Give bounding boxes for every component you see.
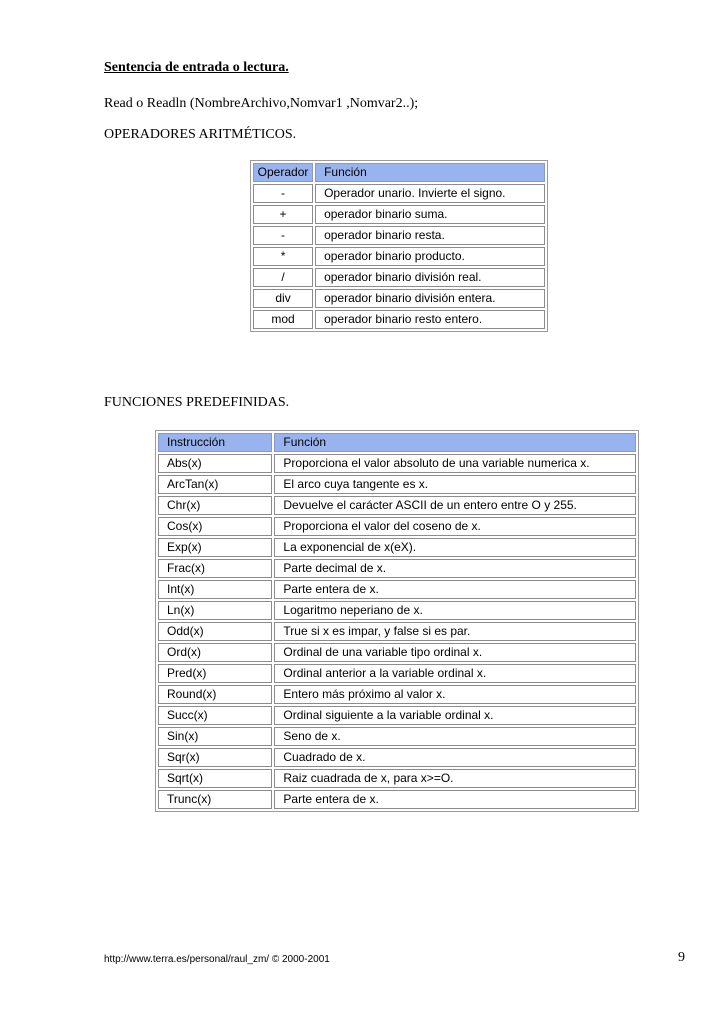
table-row [158,475,636,494]
operator-name-cell: / [253,268,313,287]
table-row [253,310,545,329]
function-description-cell: Parte entera de x. [274,790,636,809]
functions-table [155,430,639,812]
table-row [253,184,545,203]
function-header-row [158,433,636,452]
function-name-cell: Sin(x) [158,727,272,746]
function-description-cell: Logaritmo neperiano de x. [274,601,636,620]
section-heading-operators: OPERADORES ARITMÉTICOS. [104,127,297,142]
table-row [158,622,636,641]
operator-description-cell: operador binario resto entero. [315,310,545,329]
function-description-cell: Entero más próximo al valor x. [274,685,636,704]
function-name-cell: Trunc(x) [158,790,272,809]
table-row [158,685,636,704]
function-name-cell: Int(x) [158,580,272,599]
footer-url: http://www.terra.es/personal/raul_zm/ © 2000-2001 [104,954,330,965]
function-description-cell: Devuelve el carácter ASCII de un entero entre O y 255. [274,496,636,515]
table-row [158,517,636,536]
table-row [158,601,636,620]
operators-table [250,160,548,332]
column-header: Instrucción [158,433,272,452]
function-name-cell: Sqr(x) [158,748,272,767]
function-description-cell: Proporciona el valor del coseno de x. [274,517,636,536]
function-name-cell: Pred(x) [158,664,272,683]
table-row [158,496,636,515]
section-heading-functions: FUNCIONES PREDEFINIDAS. [104,395,290,410]
operator-name-cell: - [253,226,313,245]
section-heading-input: Sentencia de entrada o lectura. [104,60,289,75]
operator-name-cell: mod [253,310,313,329]
operator-description-cell: operador binario división real. [315,268,545,287]
function-name-cell: Chr(x) [158,496,272,515]
operator-description-cell: operador binario resta. [315,226,545,245]
page-number: 9 [678,950,685,965]
table-row [158,664,636,683]
function-name-cell: Round(x) [158,685,272,704]
table-row [253,247,545,266]
table-row [253,289,545,308]
function-description-cell: Seno de x. [274,727,636,746]
column-header: Función [274,433,636,452]
function-name-cell: Sqrt(x) [158,769,272,788]
table-row [158,580,636,599]
table-row [158,748,636,767]
function-name-cell: Abs(x) [158,454,272,473]
column-header: Función [315,163,545,182]
table-row [158,643,636,662]
column-header: Operador [253,163,313,182]
table-row [253,268,545,287]
operator-description-cell: operador binario división entera. [315,289,545,308]
operator-header-row [253,163,545,182]
operator-description-cell: operador binario suma. [315,205,545,224]
function-description-cell: Raiz cuadrada de x, para x>=O. [274,769,636,788]
function-name-cell: Succ(x) [158,706,272,725]
function-description-cell: El arco cuya tangente es x. [274,475,636,494]
function-name-cell: Ln(x) [158,601,272,620]
function-description-cell: Ordinal anterior a la variable ordinal x. [274,664,636,683]
function-name-cell: ArcTan(x) [158,475,272,494]
table-row [158,790,636,809]
operator-name-cell: - [253,184,313,203]
operator-description-cell: operador binario producto. [315,247,545,266]
table-row [158,454,636,473]
table-row [158,559,636,578]
function-name-cell: Exp(x) [158,538,272,557]
function-description-cell: Ordinal de una variable tipo ordinal x. [274,643,636,662]
operator-name-cell: + [253,205,313,224]
function-description-cell: Ordinal siguiente a la variable ordinal x. [274,706,636,725]
function-name-cell: Odd(x) [158,622,272,641]
table-row [253,205,545,224]
operator-name-cell: div [253,289,313,308]
function-name-cell: Frac(x) [158,559,272,578]
table-row [158,706,636,725]
function-name-cell: Cos(x) [158,517,272,536]
table-row [158,769,636,788]
function-description-cell: True si x es impar, y false si es par. [274,622,636,641]
table-row [158,538,636,557]
function-name-cell: Ord(x) [158,643,272,662]
table-row [158,727,636,746]
operator-description-cell: Operador unario. Invierte el signo. [315,184,545,203]
function-description-cell: Parte decimal de x. [274,559,636,578]
function-description-cell: Proporciona el valor absoluto de una variable numerica x. [274,454,636,473]
table-row [253,226,545,245]
function-description-cell: Cuadrado de x. [274,748,636,767]
function-description-cell: Parte entera de x. [274,580,636,599]
function-description-cell: La exponencial de x(eX). [274,538,636,557]
read-syntax-line: Read o Readln (NombreArchivo,Nomvar1 ,Nomvar2..); [104,96,419,111]
operator-name-cell: * [253,247,313,266]
